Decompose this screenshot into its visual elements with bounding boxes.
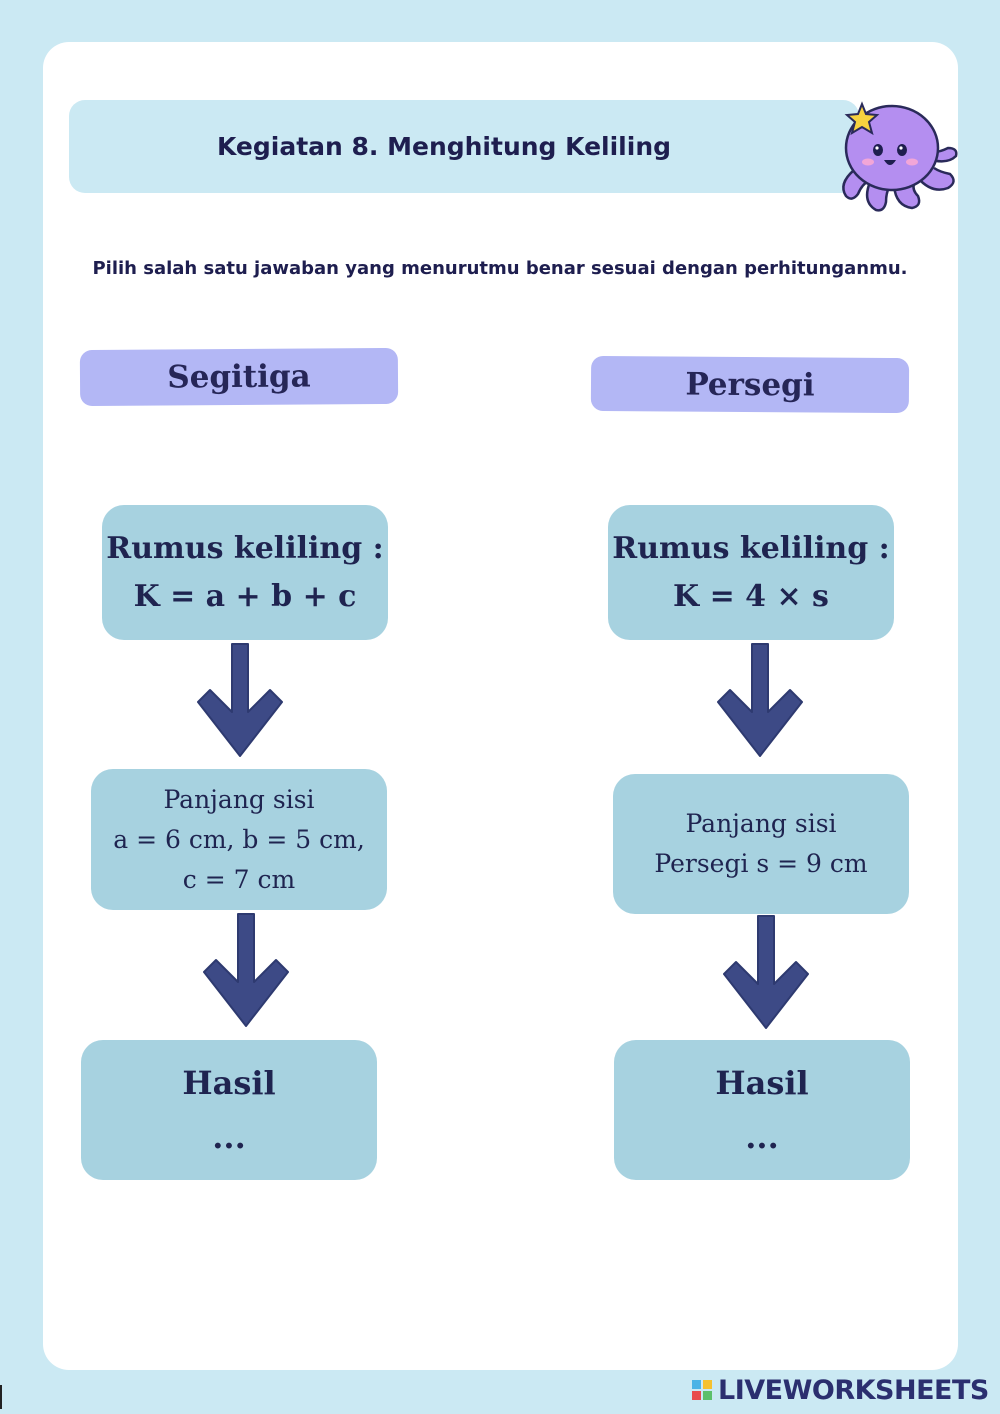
formula-text: K = 4 × s [673, 578, 829, 614]
formula-text: K = a + b + c [133, 578, 357, 614]
sides-box-segitiga [91, 769, 387, 910]
sides-line: c = 7 cm [182, 864, 296, 894]
result-answer-blank[interactable]: ... [212, 1118, 246, 1156]
sides-box-persegi [613, 774, 909, 914]
result-box-segitiga[interactable] [81, 1040, 377, 1180]
sides-line: Panjang sisi [685, 809, 837, 838]
down-arrow-icon [710, 640, 810, 765]
formula-label: Rumus keliling : [612, 530, 890, 566]
formula-box-segitiga [102, 505, 388, 640]
down-arrow-icon [196, 910, 296, 1035]
liveworksheets-logo-icon [692, 1380, 712, 1400]
octopus-mascot-icon [836, 98, 962, 216]
activity-title: Kegiatan 8. Menghitung Keliling [69, 100, 859, 193]
sides-line: Persegi s = 9 cm [654, 849, 868, 878]
shape-label-persegi: Persegi [591, 356, 909, 413]
formula-box-persegi [608, 505, 894, 640]
formula-label: Rumus keliling : [106, 530, 384, 566]
edge-mark [0, 1385, 2, 1409]
result-box-persegi[interactable] [614, 1040, 910, 1180]
liveworksheets-brand [692, 1374, 989, 1406]
result-answer-blank[interactable]: ... [745, 1118, 779, 1156]
instruction-text: Pilih salah satu jawaban yang menurutmu benar sesuai dengan perhitunganmu. [92, 258, 908, 279]
down-arrow-icon [716, 912, 816, 1037]
result-label: Hasil [182, 1063, 276, 1102]
result-label: Hasil [715, 1063, 809, 1102]
sides-line: a = 6 cm, b = 5 cm, [113, 824, 365, 854]
shape-label-segitiga: Segitiga [80, 348, 398, 406]
brand-name: LIVEWORKSHEETS [718, 1374, 989, 1406]
sides-line: Panjang sisi [163, 784, 315, 814]
down-arrow-icon [190, 640, 290, 765]
